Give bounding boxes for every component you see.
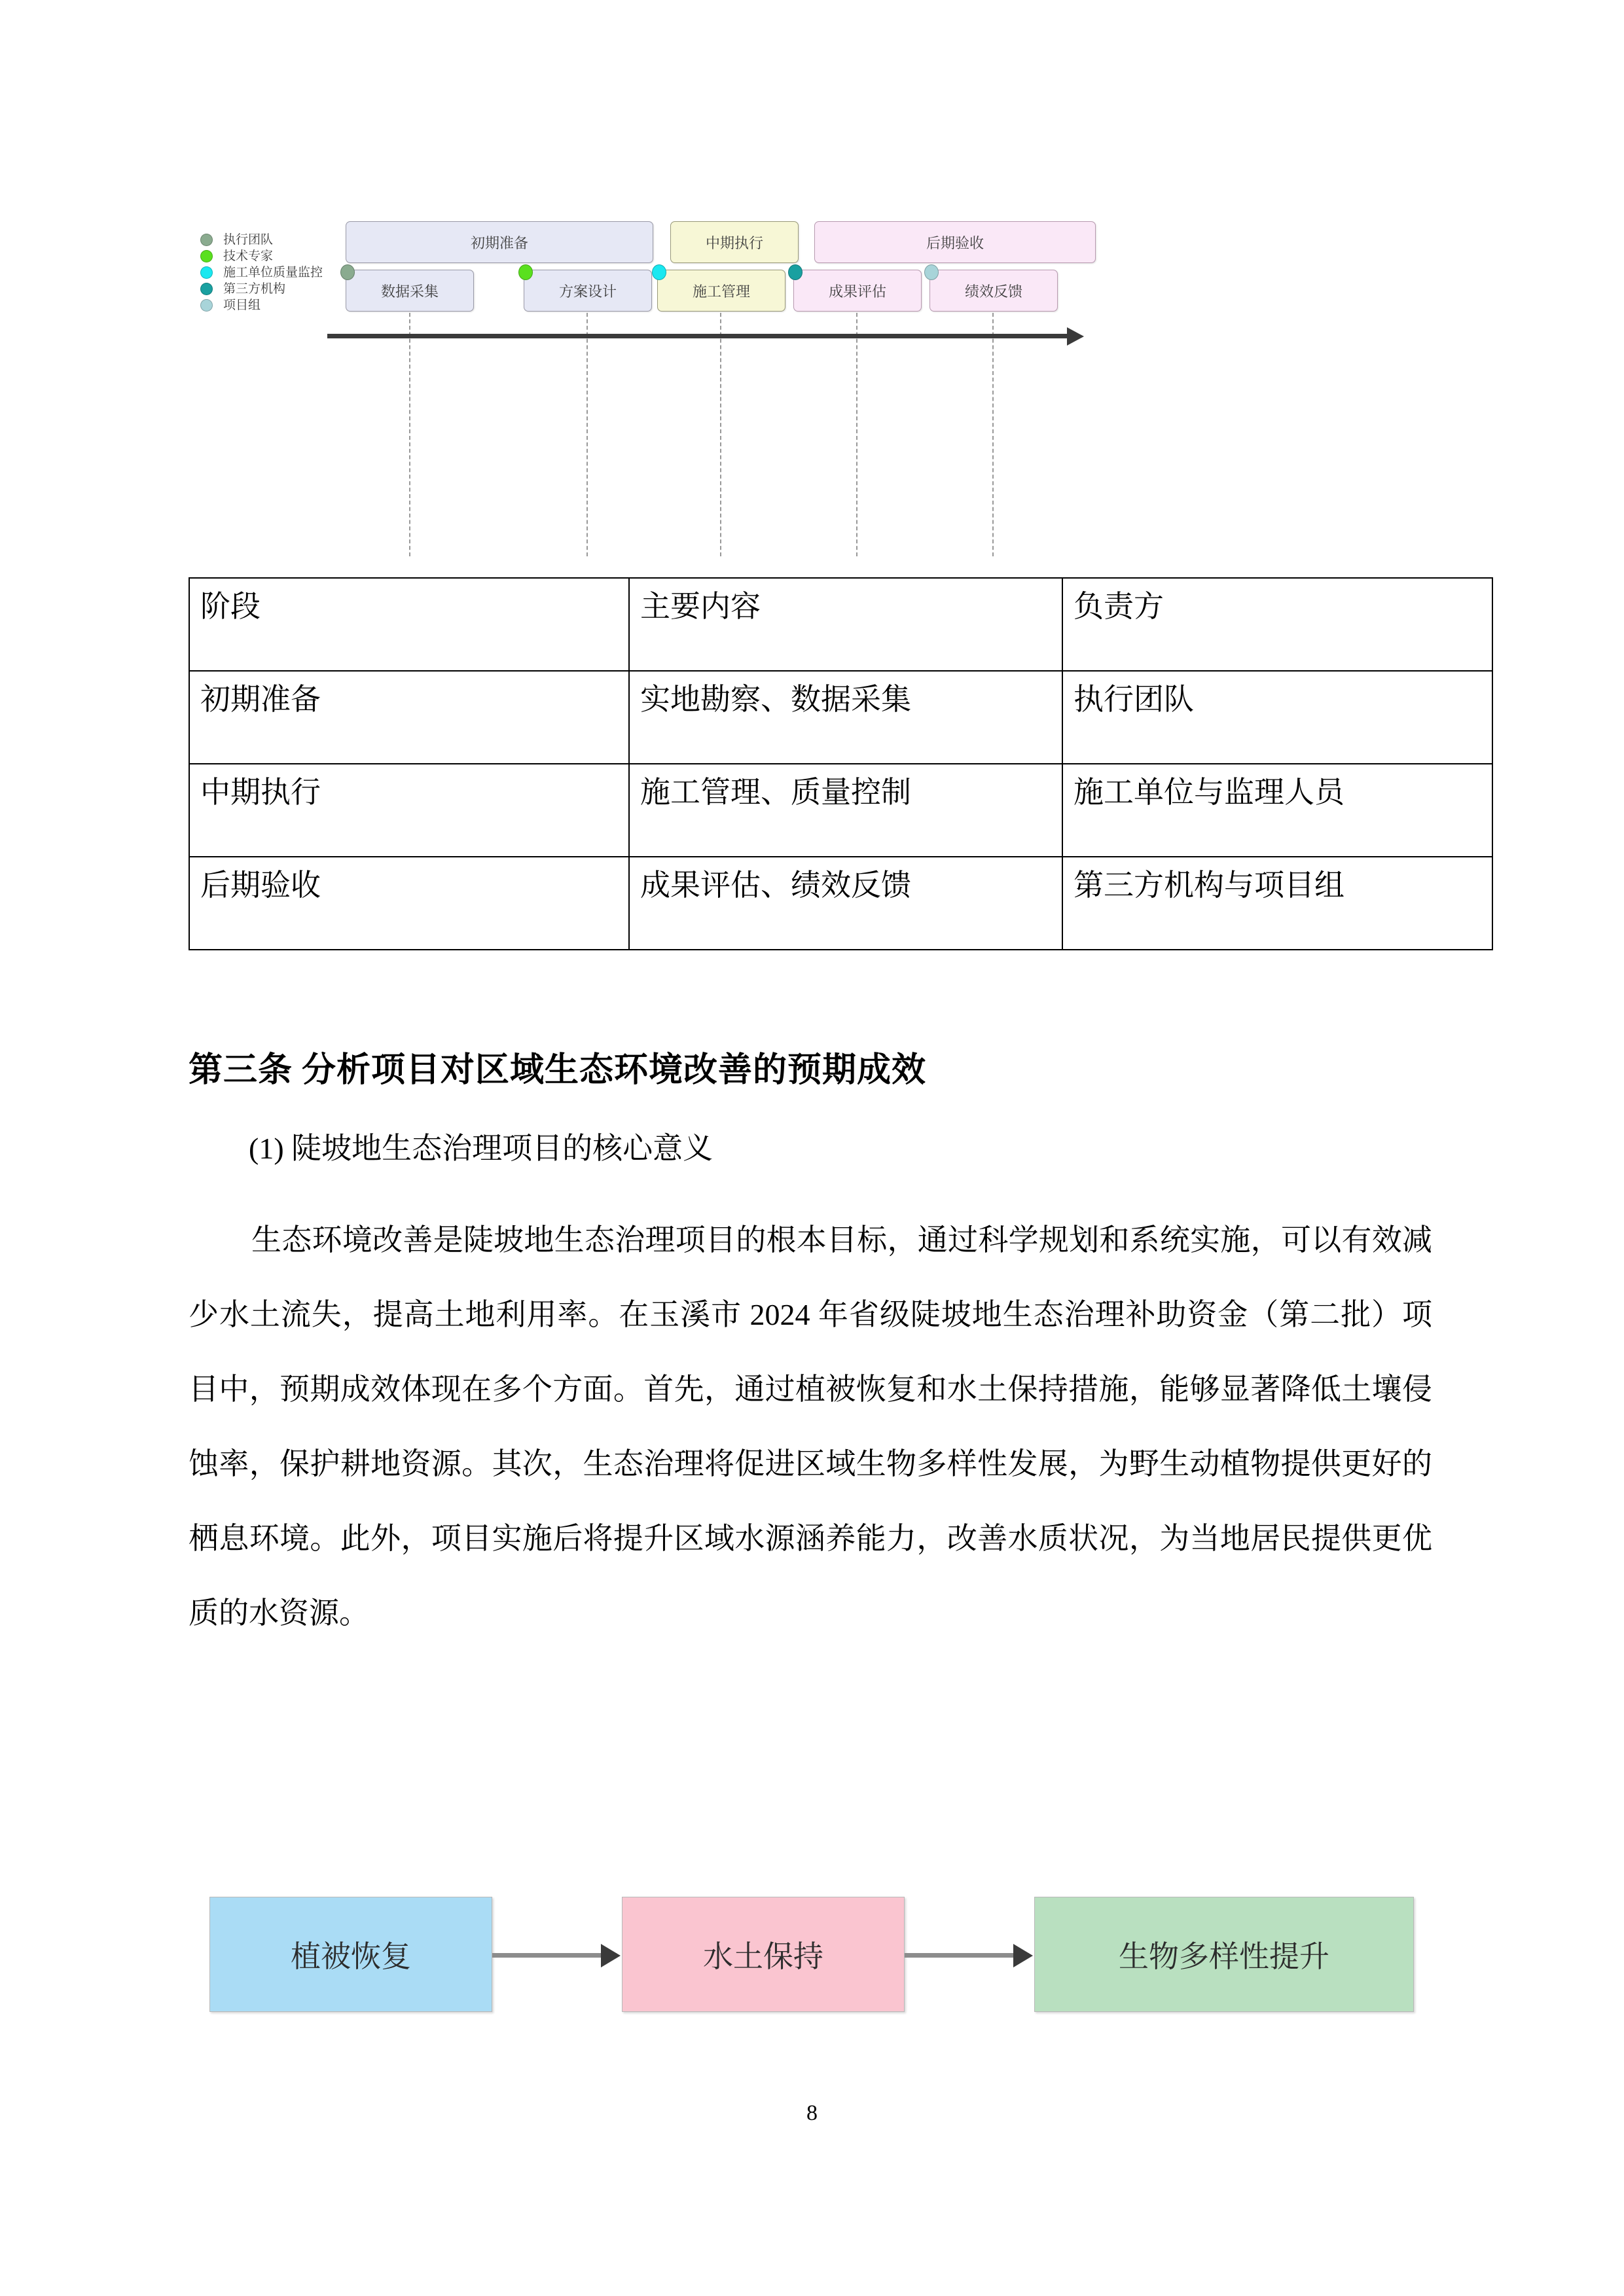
- flow-node-label: 植被恢复: [291, 1939, 411, 1973]
- timeline-dashed-line: [586, 313, 588, 556]
- timeline-marker-dot-icon: [652, 264, 666, 280]
- flow-node-vegetation-restoration: [209, 1897, 492, 2012]
- table-row: [189, 671, 1492, 764]
- flow-node-biodiversity-improvement: [1034, 1897, 1414, 2012]
- table-header-cell: 阶段: [189, 578, 629, 671]
- body-paragraph: 生态环境改善是陡坡地生态治理项目的根本目标，通过科学规划和系统实施，可以有效减少水土流失，提高土地利用率。在玉溪市 2024 年省级陡坡地生态治理补助资金（第二批）项目中，预期成效体现在多个方面。首先，通过植被恢复和水土保持措施，能够显著降低土壤侵蚀率，保护耕地资源。其次，生态治理将促进区域生物多样性发展，为野生动植物提供更好的栖息环境。此外，项目实施后将提升区域水源涵养能力，改善水质状况，为当地居民提供更优质的水资源。: [189, 1223, 1432, 1630]
- table-row: [189, 764, 1492, 857]
- table-cell-phase: 后期验收: [189, 857, 629, 950]
- table-cell-owner: 施工单位与监理人员: [1062, 764, 1492, 857]
- timeline-task-construction-mgmt: [657, 270, 785, 312]
- legend-item: [200, 281, 364, 297]
- table-cell-content: 施工管理、质量控制: [629, 764, 1062, 857]
- table-cell-phase: 中期执行: [189, 764, 629, 857]
- timeline-task-label: 成果评估: [828, 283, 886, 300]
- legend-dot-icon: [200, 283, 213, 295]
- timeline-task-label: 绩效反馈: [964, 283, 1022, 300]
- timeline-marker-dot-icon: [924, 264, 939, 280]
- timeline-task-scheme-design: [524, 270, 652, 312]
- legend-dot-icon: [200, 266, 213, 279]
- legend-item: [200, 264, 364, 281]
- timeline-phase-final: [814, 221, 1096, 263]
- table-header-cell: 主要内容: [629, 578, 1062, 671]
- sub-heading: (1) 陡坡地生态治理项目的核心意义: [249, 1132, 713, 1165]
- table-cell-content: 成果评估、绩效反馈: [629, 857, 1062, 950]
- timeline-dashed-line: [856, 313, 857, 556]
- table-cell-phase: 初期准备: [189, 671, 629, 764]
- legend-item: [200, 297, 364, 314]
- table-header-row: [189, 578, 1492, 671]
- legend-label: 技术专家: [223, 249, 274, 263]
- legend-item: [200, 232, 364, 248]
- timeline-dashed-line: [409, 313, 410, 556]
- legend-label: 执行团队: [223, 233, 274, 247]
- timeline-task-data-collection: [346, 270, 474, 312]
- table-row: [189, 857, 1492, 950]
- timeline-phase-label: 初期准备: [470, 234, 528, 251]
- timeline-task-label: 施工管理: [692, 283, 750, 300]
- timeline-task-result-eval: [793, 270, 922, 312]
- phase-responsibility-table: [189, 577, 1493, 950]
- timeline-marker-dot-icon: [340, 264, 355, 280]
- legend-dot-icon: [200, 250, 213, 262]
- timeline-figure: [196, 208, 1283, 575]
- flow-node-soil-water-conservation: [622, 1897, 905, 2012]
- timeline-phase-initial: [346, 221, 653, 263]
- table-cell-content: 实地勘察、数据采集: [629, 671, 1062, 764]
- flow-connector-line: [905, 1953, 1029, 1958]
- timeline-phase-label: 中期执行: [705, 234, 763, 251]
- flow-arrow-icon: [601, 1944, 621, 1967]
- section-heading: 第三条 分析项目对区域生态环境改善的预期成效: [189, 1052, 927, 1089]
- table-cell-owner: 执行团队: [1062, 671, 1492, 764]
- timeline-phase-mid: [670, 221, 799, 263]
- legend-label: 施工单位质量监控: [223, 266, 323, 279]
- table-cell-owner: 第三方机构与项目组: [1062, 857, 1492, 950]
- flow-connector-line: [492, 1953, 617, 1958]
- table-header-cell: 负责方: [1062, 578, 1492, 671]
- timeline-legend: [200, 232, 364, 314]
- timeline-marker-dot-icon: [518, 264, 533, 280]
- outcome-flowchart: [209, 1897, 1414, 2015]
- legend-item: [200, 248, 364, 264]
- legend-dot-icon: [200, 234, 213, 246]
- flow-node-label: 水土保持: [703, 1939, 823, 1973]
- timeline-task-label: 数据采集: [380, 283, 439, 300]
- page-number: 8: [806, 2101, 818, 2125]
- timeline-marker-dot-icon: [788, 264, 803, 280]
- legend-label: 项目组: [223, 298, 261, 312]
- timeline-axis-arrow-icon: [1067, 327, 1084, 346]
- timeline-dashed-line: [720, 313, 721, 556]
- legend-dot-icon: [200, 299, 213, 312]
- flow-node-label: 生物多样性提升: [1119, 1939, 1329, 1973]
- timeline-dashed-line: [992, 313, 994, 556]
- flow-arrow-icon: [1013, 1944, 1033, 1967]
- legend-label: 第三方机构: [223, 282, 286, 296]
- timeline-task-label: 方案设计: [558, 283, 617, 300]
- timeline-axis-line: [327, 334, 1067, 338]
- timeline-task-performance-feedback: [929, 270, 1058, 312]
- timeline-phase-label: 后期验收: [926, 234, 984, 251]
